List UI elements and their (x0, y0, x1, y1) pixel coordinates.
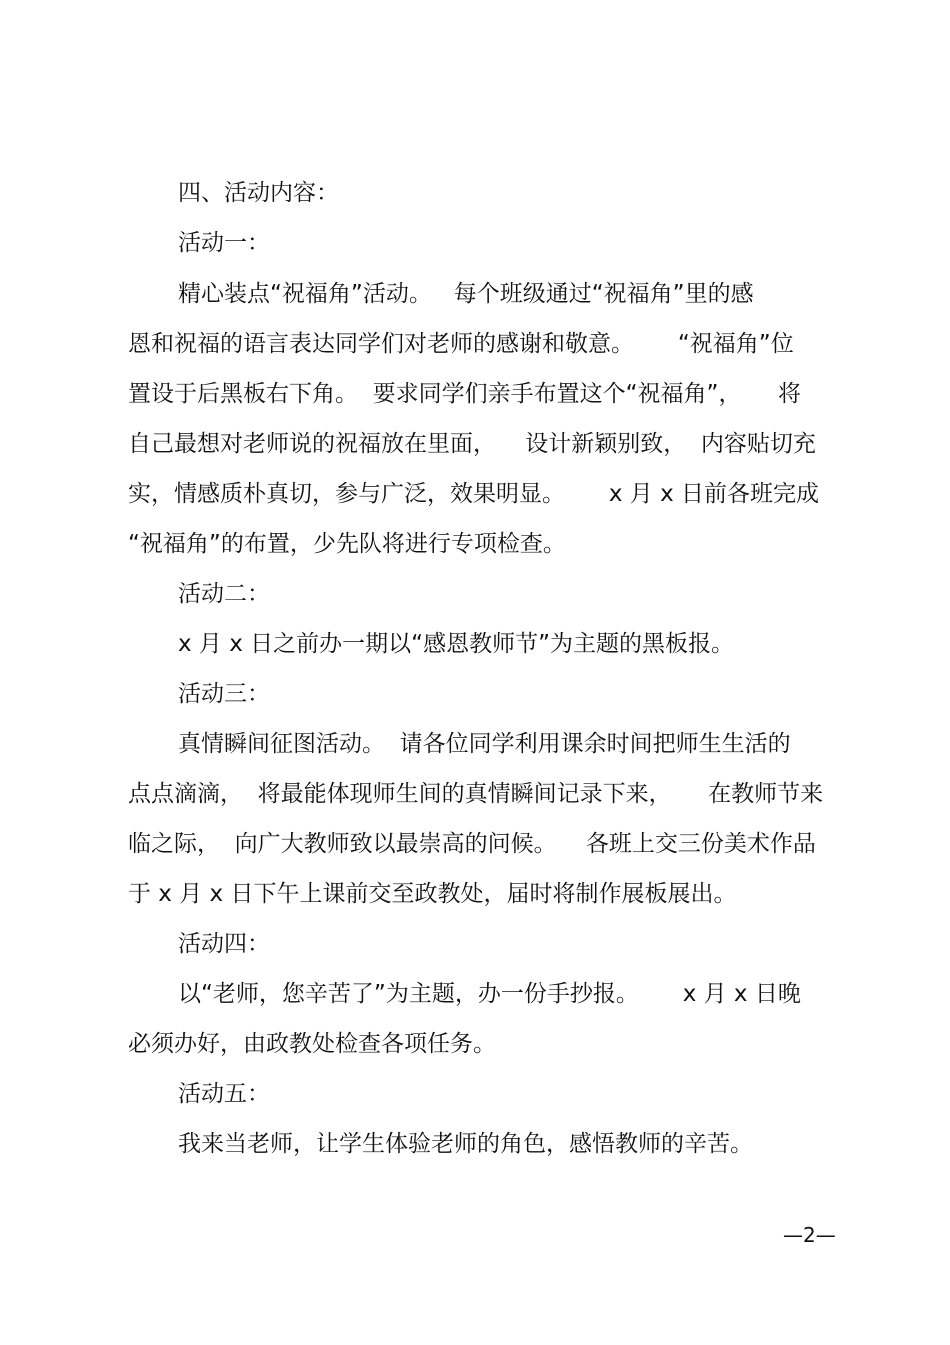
activity-heading: 活动四： (178, 931, 270, 957)
activity-heading: 活动五： (178, 1081, 270, 1107)
paragraph-line: 点点滴滴， 将最能体现师生间的真情瞬间记录下来， 在教师节来 (128, 781, 824, 807)
activity-heading: 活动二： (178, 581, 270, 607)
paragraph-line: 于 x 月 x 日下午上课前交至政教处，届时将制作展板展出。 (128, 881, 737, 907)
activity-heading: 活动三： (178, 681, 270, 707)
paragraph-line: 恩和祝福的语言表达同学们对老师的感谢和敬意。 “祝福角”位 (128, 331, 794, 357)
paragraph-line: 我来当老师，让学生体验老师的角色，感悟教师的辛苦。 (178, 1131, 753, 1157)
paragraph-line: 必须办好，由政教处检查各项任务。 (128, 1031, 496, 1057)
paragraph-line: 精心装点“祝福角”活动。 每个班级通过“祝福角”里的感 (178, 281, 754, 307)
paragraph-line: 真情瞬间征图活动。 请各位同学利用课余时间把师生生活的 (178, 731, 791, 757)
activity-heading: 活动一： (178, 230, 270, 256)
paragraph-line: 置设于后黑板右下角。 要求同学们亲手布置这个“祝福角”， 将 (128, 381, 802, 407)
section-heading: 四、活动内容： (178, 180, 339, 206)
paragraph-line: 实，情感质朴真切，参与广泛，效果明显。 x 月 x 日前各班完成 (128, 481, 820, 507)
page-number: —2— (783, 1223, 836, 1247)
paragraph-line: 临之际， 向广大教师致以最崇高的问候。 各班上交三份美术作品 (128, 831, 816, 857)
paragraph-line: 自己最想对老师说的祝福放在里面， 设计新颖别致， 内容贴切充 (128, 431, 816, 457)
paragraph-line: x 月 x 日之前办一期以“感恩教师节”为主题的黑板报。 (178, 631, 734, 657)
paragraph-line: “祝福角”的布置，少先队将进行专项检查。 (128, 531, 566, 557)
paragraph-line: 以“老师，您辛苦了”为主题，办一份手抄报。 x 月 x 日晚 (178, 981, 801, 1007)
